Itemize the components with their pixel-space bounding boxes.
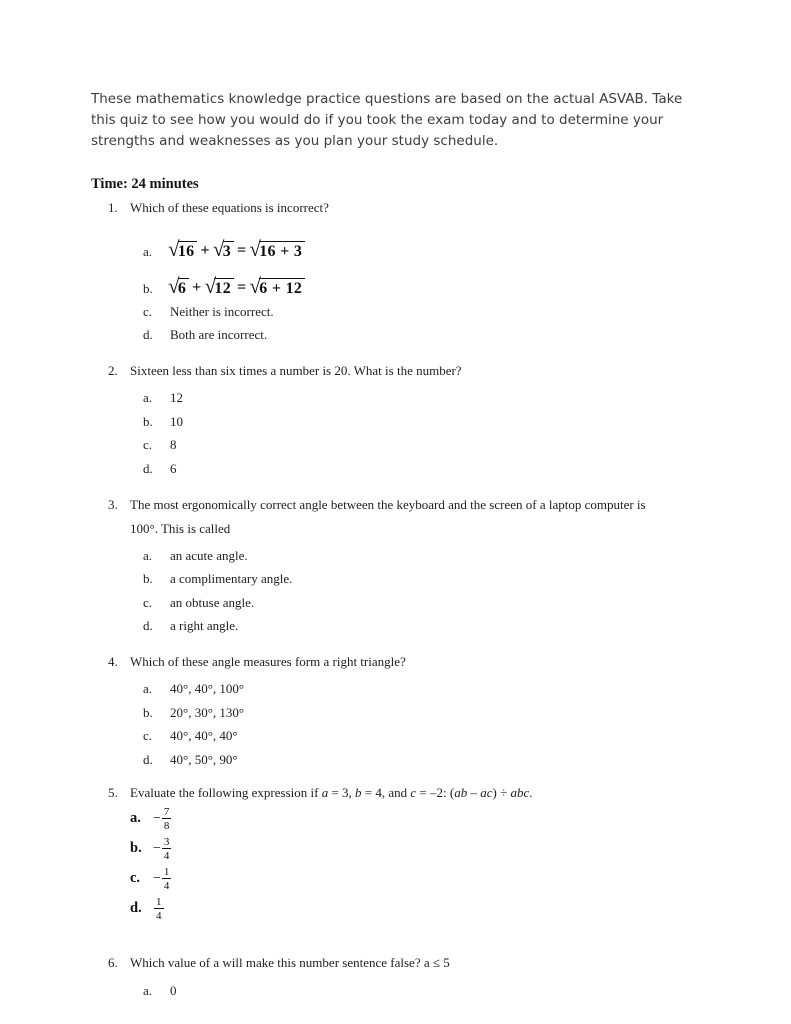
question-1 [91, 198, 703, 344]
option-text: an acute angle. [170, 547, 248, 563]
question-number: 6. [108, 954, 118, 970]
intro-paragraph [91, 89, 703, 152]
option-row [91, 436, 703, 454]
option-label: c. [130, 870, 141, 886]
question-number: 2. [108, 363, 118, 378]
radical-sign: √ [168, 274, 180, 298]
question-line [91, 953, 703, 972]
option-label: d. [143, 751, 153, 767]
equals-operator: = [237, 242, 247, 259]
fraction [162, 867, 172, 891]
intro-line: strengths and weaknesses as you plan your study schedule. [91, 133, 499, 149]
text-segment: = 3, [328, 784, 356, 800]
denominator: 4 [163, 849, 170, 862]
question-text-line2: 100°. This is called [130, 520, 231, 536]
sqrt-term [168, 276, 189, 297]
time-limit-heading: Time: 24 minutes [91, 176, 199, 192]
sqrt-term [249, 239, 305, 260]
option-label: c. [143, 594, 153, 610]
numerator: 3 [163, 835, 170, 848]
denominator: 4 [163, 879, 170, 892]
question-line [91, 652, 703, 671]
radicand: 12 [214, 278, 234, 297]
option-row [91, 727, 703, 745]
option-row [91, 836, 703, 862]
option-row [91, 866, 703, 892]
question-line [91, 198, 703, 217]
option-text: 40°, 40°, 100° [170, 681, 245, 696]
numerator: 1 [156, 895, 162, 908]
options-list [91, 389, 703, 478]
options-list [91, 680, 703, 769]
option-row [91, 594, 703, 612]
question-5 [91, 783, 703, 922]
option-text: an obtuse angle. [170, 594, 255, 610]
question-line [91, 495, 703, 538]
question-text [130, 783, 533, 802]
question-number: 3. [108, 496, 118, 512]
text-segment: Evaluate the following expression if [130, 784, 322, 800]
option-label: b. [143, 571, 153, 586]
option-label: a. [143, 681, 153, 696]
question-text [130, 495, 646, 538]
option-label: d. [143, 460, 153, 476]
question-text: Which of these equations is incorrect? [130, 200, 329, 215]
option-text: 6 [170, 460, 177, 476]
option-row [91, 413, 703, 431]
radical-sign: √ [249, 237, 262, 261]
option-row [91, 570, 703, 588]
text-segment: . [529, 784, 533, 800]
option-label: c. [143, 437, 153, 452]
variable-b: b [355, 784, 362, 800]
question-line [91, 783, 703, 802]
question-text: Which of these angle measures form a right triangle? [130, 654, 406, 669]
option-label: b. [143, 281, 153, 296]
options-list [91, 982, 703, 1000]
fraction [154, 897, 164, 921]
radical-sign: √ [212, 237, 225, 261]
text-segment: = –2: ( [416, 784, 455, 800]
radicand: 16 [178, 241, 198, 260]
option-label: d. [143, 618, 153, 633]
option-row [91, 982, 703, 1000]
option-row [91, 226, 703, 260]
fraction [162, 807, 172, 831]
minus-sign: − [153, 810, 161, 826]
radicand: 3 [223, 241, 234, 260]
intro-line: this quiz to see how you would do if you took the exam today and to determine your [91, 112, 664, 128]
option-label: d. [143, 327, 153, 342]
option-row [91, 896, 703, 922]
radical-sign: √ [204, 274, 217, 298]
option-row [91, 263, 703, 297]
option-label: a. [143, 547, 153, 563]
quiz-body [91, 176, 703, 1000]
option-label: c. [143, 303, 153, 319]
options-list [91, 547, 703, 636]
equation-sqrt-6-12 [168, 276, 305, 297]
question-text: Sixteen less than six times a number is 20. What is the number? [130, 363, 462, 378]
option-text: 40°, 40°, 40° [170, 728, 238, 743]
option-text: 10 [170, 413, 183, 429]
radicand: 6 + 12 [259, 278, 305, 297]
variable-ac: ac [480, 784, 493, 800]
variable-a: a [321, 784, 329, 800]
intro-line: These mathematics knowledge practice questions are based on the actual ASVAB. Take [91, 91, 683, 107]
sqrt-term [168, 239, 197, 260]
option-row [91, 547, 703, 565]
radical-sign: √ [249, 274, 262, 298]
minus-sign: − [153, 870, 161, 886]
option-row [91, 389, 703, 407]
sqrt-term [205, 276, 234, 297]
question-line [91, 361, 703, 380]
text-segment: – [467, 784, 481, 800]
text-segment: = 4, and [361, 784, 411, 800]
radicand: 16 + 3 [259, 241, 305, 260]
minus-sign: − [153, 840, 161, 856]
option-row [91, 704, 703, 722]
question-3 [91, 495, 703, 636]
variable-ab: ab [454, 784, 468, 800]
question-2 [91, 361, 703, 478]
option-row [91, 460, 703, 478]
option-text: a complimentary angle. [170, 571, 293, 586]
option-label: d. [130, 900, 142, 916]
text-segment: ) ÷ [492, 784, 511, 800]
question-4 [91, 652, 703, 769]
numerator: 1 [163, 865, 170, 878]
option-row [91, 326, 703, 344]
question-6 [91, 953, 703, 1000]
plus-operator: + [200, 242, 210, 259]
question-number: 4. [108, 654, 118, 669]
option-label: a. [130, 810, 141, 826]
variable-abc: abc [510, 784, 530, 800]
radicand: 6 [178, 278, 189, 297]
option-text: 12 [170, 390, 183, 405]
option-row [91, 303, 703, 321]
denominator: 4 [156, 909, 162, 922]
option-row [91, 806, 703, 832]
plus-operator: + [192, 279, 202, 296]
option-text: a right angle. [170, 618, 239, 633]
option-label: b. [130, 840, 142, 856]
option-text: 40°, 50°, 90° [170, 751, 238, 767]
options-list [91, 806, 703, 922]
question-number: 5. [108, 784, 118, 800]
options-list [91, 226, 703, 344]
sqrt-term [213, 239, 234, 260]
option-label: a. [143, 390, 153, 405]
option-label: a. [143, 982, 153, 998]
denominator: 8 [163, 819, 170, 832]
equals-operator: = [237, 279, 247, 296]
sqrt-term [249, 276, 305, 297]
option-label: b. [143, 413, 153, 429]
option-row [91, 617, 703, 635]
radical-sign: √ [168, 237, 180, 261]
question-number: 1. [108, 200, 118, 215]
option-row [91, 751, 703, 769]
fraction [162, 837, 172, 861]
option-label: a. [143, 244, 153, 259]
numerator: 7 [163, 805, 170, 818]
option-text: 0 [170, 982, 177, 998]
question-text: Which value of a will make this number sentence false? a ≤ 5 [130, 954, 450, 970]
option-text: 20°, 30°, 130° [170, 704, 245, 720]
option-text: Neither is incorrect. [170, 303, 274, 319]
option-text: 8 [170, 437, 177, 452]
option-row [91, 680, 703, 698]
variable-c: c [410, 784, 417, 800]
option-label: b. [143, 704, 153, 720]
option-label: c. [143, 728, 153, 743]
option-text: Both are incorrect. [170, 327, 268, 342]
equation-sqrt-16-3 [168, 239, 305, 260]
question-text-line1: The most ergonomically correct angle between the keyboard and the screen of a laptop computer is [130, 496, 646, 512]
